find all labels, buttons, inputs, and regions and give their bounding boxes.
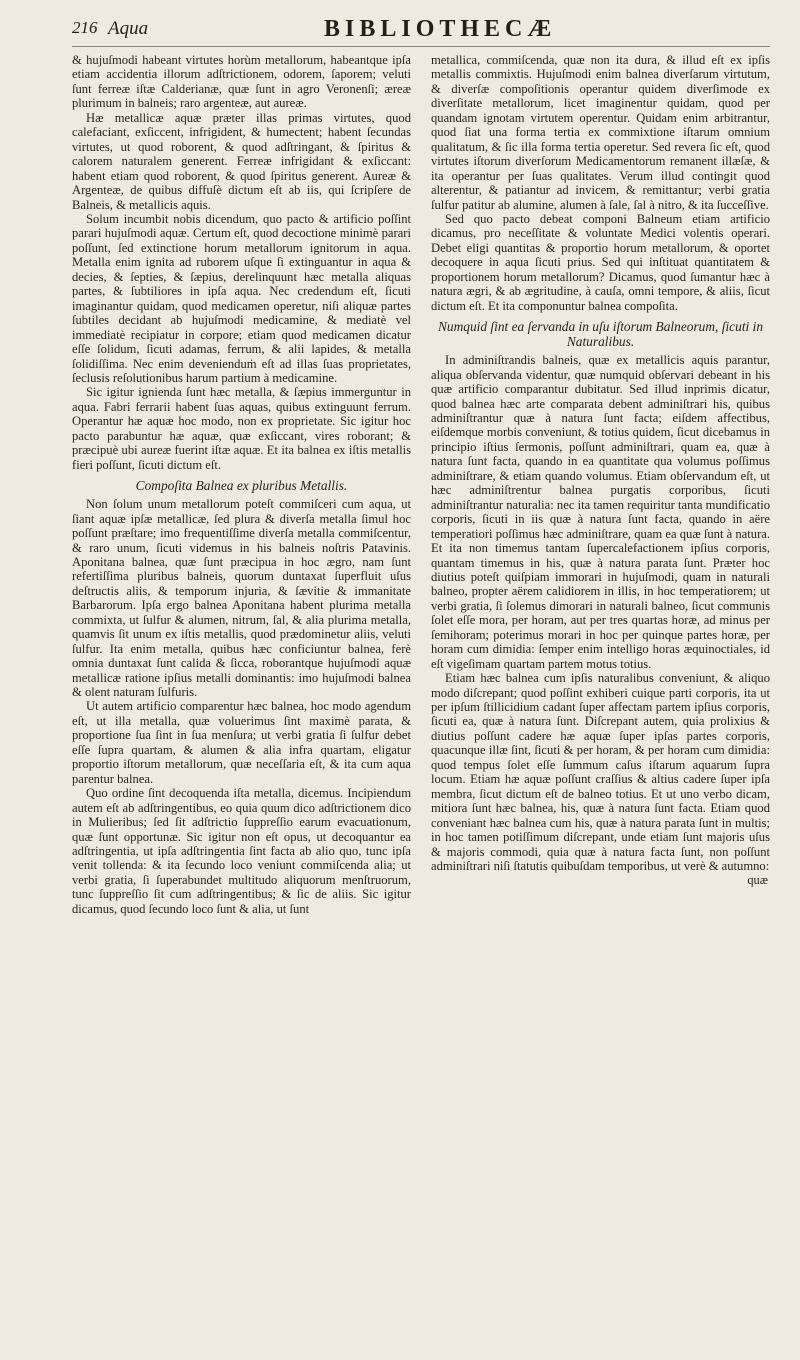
paragraph: & hujuſmodi habeant virtutes horùm metallorum, habeantque ipſa etiam accidentia illorum adſtrictionem, odorem, ſaporem; veluti ſunt ferreæ iſtæ Calderianæ, quæ ſunt in agro Veronenſi; æreæ plurimum in balneis; raro argenteæ, aut aureæ. bbox=[72, 53, 411, 111]
paragraph: Hæ metallicæ aquæ præter illas primas virtutes, quod calefaciant, exſiccent, infrigident, & humectent; habent ſecundas virtutes, ut quod roborent, & quod adſtringant, & ſpiritus & calorem naturalem generent. Ferreæ infrigidant & exſiccant: habent etiam quod roborent, & quod ſpiritus generent. Aureæ & Argenteæ, de quibus diffuſè dictum eſt ab iis, qui ſcripſere de Balneis, & metallicis aquis. bbox=[72, 110, 411, 212]
running-title: BIBLIOTHECÆ bbox=[324, 16, 557, 42]
paragraph: Etiam hæc balnea cum ipſis naturalibus conveniunt, & aliquo modo diſcrepant; quod poſſint exhiberi cuique parti corporis, ita ut per ipſum ſtillicidium cadant ſuper affectam partem ipſius corporis, ſicuti ea, quæ à natura ſunt. Diſcrepant autem, quia prolixius & diutius poſſunt cadere hæ aquæ ſuper ipſas partes corporis, quacunque illæ ſint, ſicuti & per horam, & per horam cum dimidia: quod tempus ſolet eſſe ſummum caſus iſtarum aquarum ſupra locum. Etiam hæ aquæ poſſunt craſſius & altius cadere ſuper ipſa membra, ſicut dictum eſt de balneo totius. Et ut uno verbo dicam, mitiora ſunt hæc balnea, his, quæ à natura ſunt facta. Etiam quod conveniant hæc balnea cum his, quæ à natura parata ſunt in multis; in hoc tamen potiſſimum diſcrepant, unde etiam ſunt majoris uſus & majoris commodi, quia quæ à natura facta ſunt, non poſſunt adminiſtrari niſi ſtatutis quibuſdam temporibus, ut verè & autumno: bbox=[431, 671, 770, 874]
text-columns bbox=[72, 53, 770, 916]
page-number: 216 bbox=[72, 18, 98, 37]
paragraph: Ut autem artificio comparentur hæc balnea, hoc modo agendum eſt, ut illa metalla, quæ voluerimus ſint maximè parata, & proportione ſua ſint in ſua menſura; ut verbi gratia ſi ſulfur debet eſſe ſupra quartam, & alumen & alia infra quartam, eligatur proportio iſtorum metallorum, quæ neceſſaria eſt, & ita cum aqua parentur balnea. bbox=[72, 699, 411, 786]
left-column bbox=[72, 53, 411, 916]
header-keyword: Aqua bbox=[108, 18, 149, 39]
paragraph: Solum incumbit nobis dicendum, quo pacto & artificio poſſint parari hujuſmodi aquæ. Certum eſt, quod decoctione minimè parari poſſunt, ſed extinctione horum metallorum ignitorum in aqua. Metalla enim ignita ad ruborem uſque ſi extinguantur in aqua & decies, & ſepties, & ſæpius, derelinquunt hæc metalla aliquas partes, & ſubtiliores in ipſa aqua. Nec credendum eſt, ſicuti imaginantur quidam, quod medicamen operetur, niſi aliquæ partes ſubtiles decidant ab hujuſmodi medicamine, & mediatè vel immediatè recipiatur in corpore; etiam quod medicamen dicatur eſſe ſolidum, ſicuti adamas, ferrum, & alii lapides, & metalla ſolidiſſima. Nec enim devenienduṁ eſt ad illas ſuas proprietates, ſeclusis reſolutionibus harum partium à medicamine. bbox=[72, 211, 411, 385]
running-header bbox=[72, 14, 770, 47]
paragraph: In adminiſtrandis balneis, quæ ex metallicis aquis parantur, aliqua obſervanda videntur, quæ numquid obſervari debeant in his quæ artificio comparantur dubitatur. Sed illud inprimis dicatur, quod balnea hæc arte comparata debent adminiſtrari his, quibus adminiſtrantur quæ à natura ſunt facta; eiſdem affectibus, eiſdemque morbis conveniunt, & totius quidem, ſicut dicebamus in principio iſtius ſermonis, poſſunt adminiſtrari, quam ea, quæ à natura ſunt facta, quando in ea quantitate qua volumus poſſimus adminiſtrare, & etiam quando volumus. Etiam obſervandum eſt, ut hæc adminiſtrentur balnea purgatis corporibus, ſicuti adminiſtrantur naturalia: nec ita tamen requiritur tanta mundificatio corporis, ſicuti in iis quæ à natura ſunt facta, quando in aëre temperatiori poſſimus hæc adminiſtrare, quam ea quæ ſunt à natura. Et ita non timemus tantam ſupercalefactionem ipſius corporis, quantam timemus in his, quæ à natura parata ſunt. Præter hoc diutius poteſt quiſpiam immorari in hujuſmodi, quam in naturali balneo, propter aërem calidiorem in illis, in hoc temperatiorem; ut verbi gratia, ſi ſolemus dimorari in naturali balneo, ſicut communis ſolet eſſe mora, per horam, aut per tres quartas horæ, ad minus per ſemihoram; poterimus morari in hoc per quinque partes horæ, per horam cum dimidia: ſemper enim intelligo horas æquinoctiales, id eſt vigeſimam quartam partem motus totius. bbox=[431, 353, 770, 671]
right-column bbox=[431, 53, 770, 916]
paragraph: metallica, commiſcenda, quæ non ita dura, & illud eſt ex ipſis metallis commixtis. Hujuſmodi enim balnea diverſarum virtutum, & diverſæ compoſitionis operantur quidem diverſimode ex diverſitate metallorum, licet imaginentur quidam, quod per quandam ignotam virtutem operentur. Quidam enim arbitrantur, quod ſiat una forma tertia ex commixtione iſtarum omnium qualitatum, & ſic illa forma tertia operetur. Sed revera ſic eſt, quod virtutes iſtorum diverſorum Medicamentorum remanent illæſæ, & ita operantur per ſuas qualitates. Verum illud contingit quod alterentur, & patiantur ad invicem, & remittantur; verbi gratia ſulfur patitur ab alumine, alumen à ſale, ſal à nitro, & ita ſucceſſive. bbox=[431, 53, 770, 212]
paragraph: Sic igitur ignienda ſunt hæc metalla, & ſæpius immerguntur in aqua. Fabri ferrarii habent ſuas aquas, quibus extinguunt ferrum. Operantur hæ aquæ hoc modo, non ex proprietate. Sic igitur hoc pacto parabuntur hæ aquæ, quæ exſiccant, vires roborant; & præcipuè ubi aureæ fuerint iſtæ aquæ. Et ita balnea ex iſtis metallis fieri poſſunt, ſicuti dictum eſt. bbox=[72, 385, 411, 472]
section-heading: Numquid ſint ea ſervanda in uſu iſtorum Balneorum, ſicuti in Naturalibus. bbox=[437, 319, 764, 350]
catchword: quæ bbox=[747, 873, 768, 888]
section-heading: Compoſita Balnea ex pluribus Metallis. bbox=[135, 478, 348, 494]
paragraph: Sed quo pacto debeat componi Balneum etiam artificio dicamus, pro neceſſitate & voluntate Medici volentis operari. Debet eligi quantitas & proportio horum metallorum, & oportet decoquere in aqua ſicuti prius. Sed qui inſtituat quantitatem & proportionem horum metallorum? Dicamus, quod ſumantur hæc à natura ægri, & ab ægritudine, à cauſa, omni tempore, & aliis, ſicut dictum eſt. Et ita componuntur balnea compoſita. bbox=[431, 211, 770, 313]
paragraph: Quo ordine ſint decoquenda iſta metalla, dicemus. Incipiendum autem eſt ab adſtringentibus, eo quia quum dico adſtrictionem dico in Mulieribus; ſed ſit adſtrictio ſuppreſſio earum evacuationum, quæ ſunt opportunæ. Sic igitur non eſt opus, ut decoquantur ea adſtringentia, ut ipſa adſtringentia ſint facta ab alio quo, tunc ipſa venit tollenda: & ita ſecundo loco veniunt commiſcenda alia; ut verbi gratia, ſi ſuperabundet multitudo aliquorum menſtruorum, tunc ſuppreſſio ſit cum adſtringentibus; & ſic de aliis. Sic igitur dicamus, quod ſecundo loco ſunt & alia, ut ſunt bbox=[72, 786, 411, 916]
paragraph: Non ſolum unum metallorum poteſt commiſceri cum aqua, ut ſiant aquæ ipſæ metallicæ, ſed plura & diverſa metalla ſimul hoc poſſunt præſtare; imo frequentiſſime diverſa metalla commiſcentur, & raro unum, ſicuti videmus in his balneis noſtris Patavinis. Aponitana balnea, quæ ſunt præcipua in hoc ægro, nam ſunt refertiſſima pluribus balneis, quorum duntaxat ſuperfluit uſus deſtructis aliis, & temporum injuria, & ſævitie & immanitate Barbarorum. Ipſa ergo balnea Aponitana habent plurima metalla commixta, ut ſulfur & alumen, nitrum, ſal, & alia plurima metalla, quamvis ſit unum ex iſtis metallis, quod prædominetur aliis, veluti ſulfur. Ita enim metalla, quibus hæc conficiuntur balnea, ferè omnia duntaxat ſunt calida & ſicca, roborantque hujuſmodi aquæ metallicæ ratione ipſius metalli dominantis: imo hujuſmodi balnea & olent naturam ſulfuris. bbox=[72, 497, 411, 700]
